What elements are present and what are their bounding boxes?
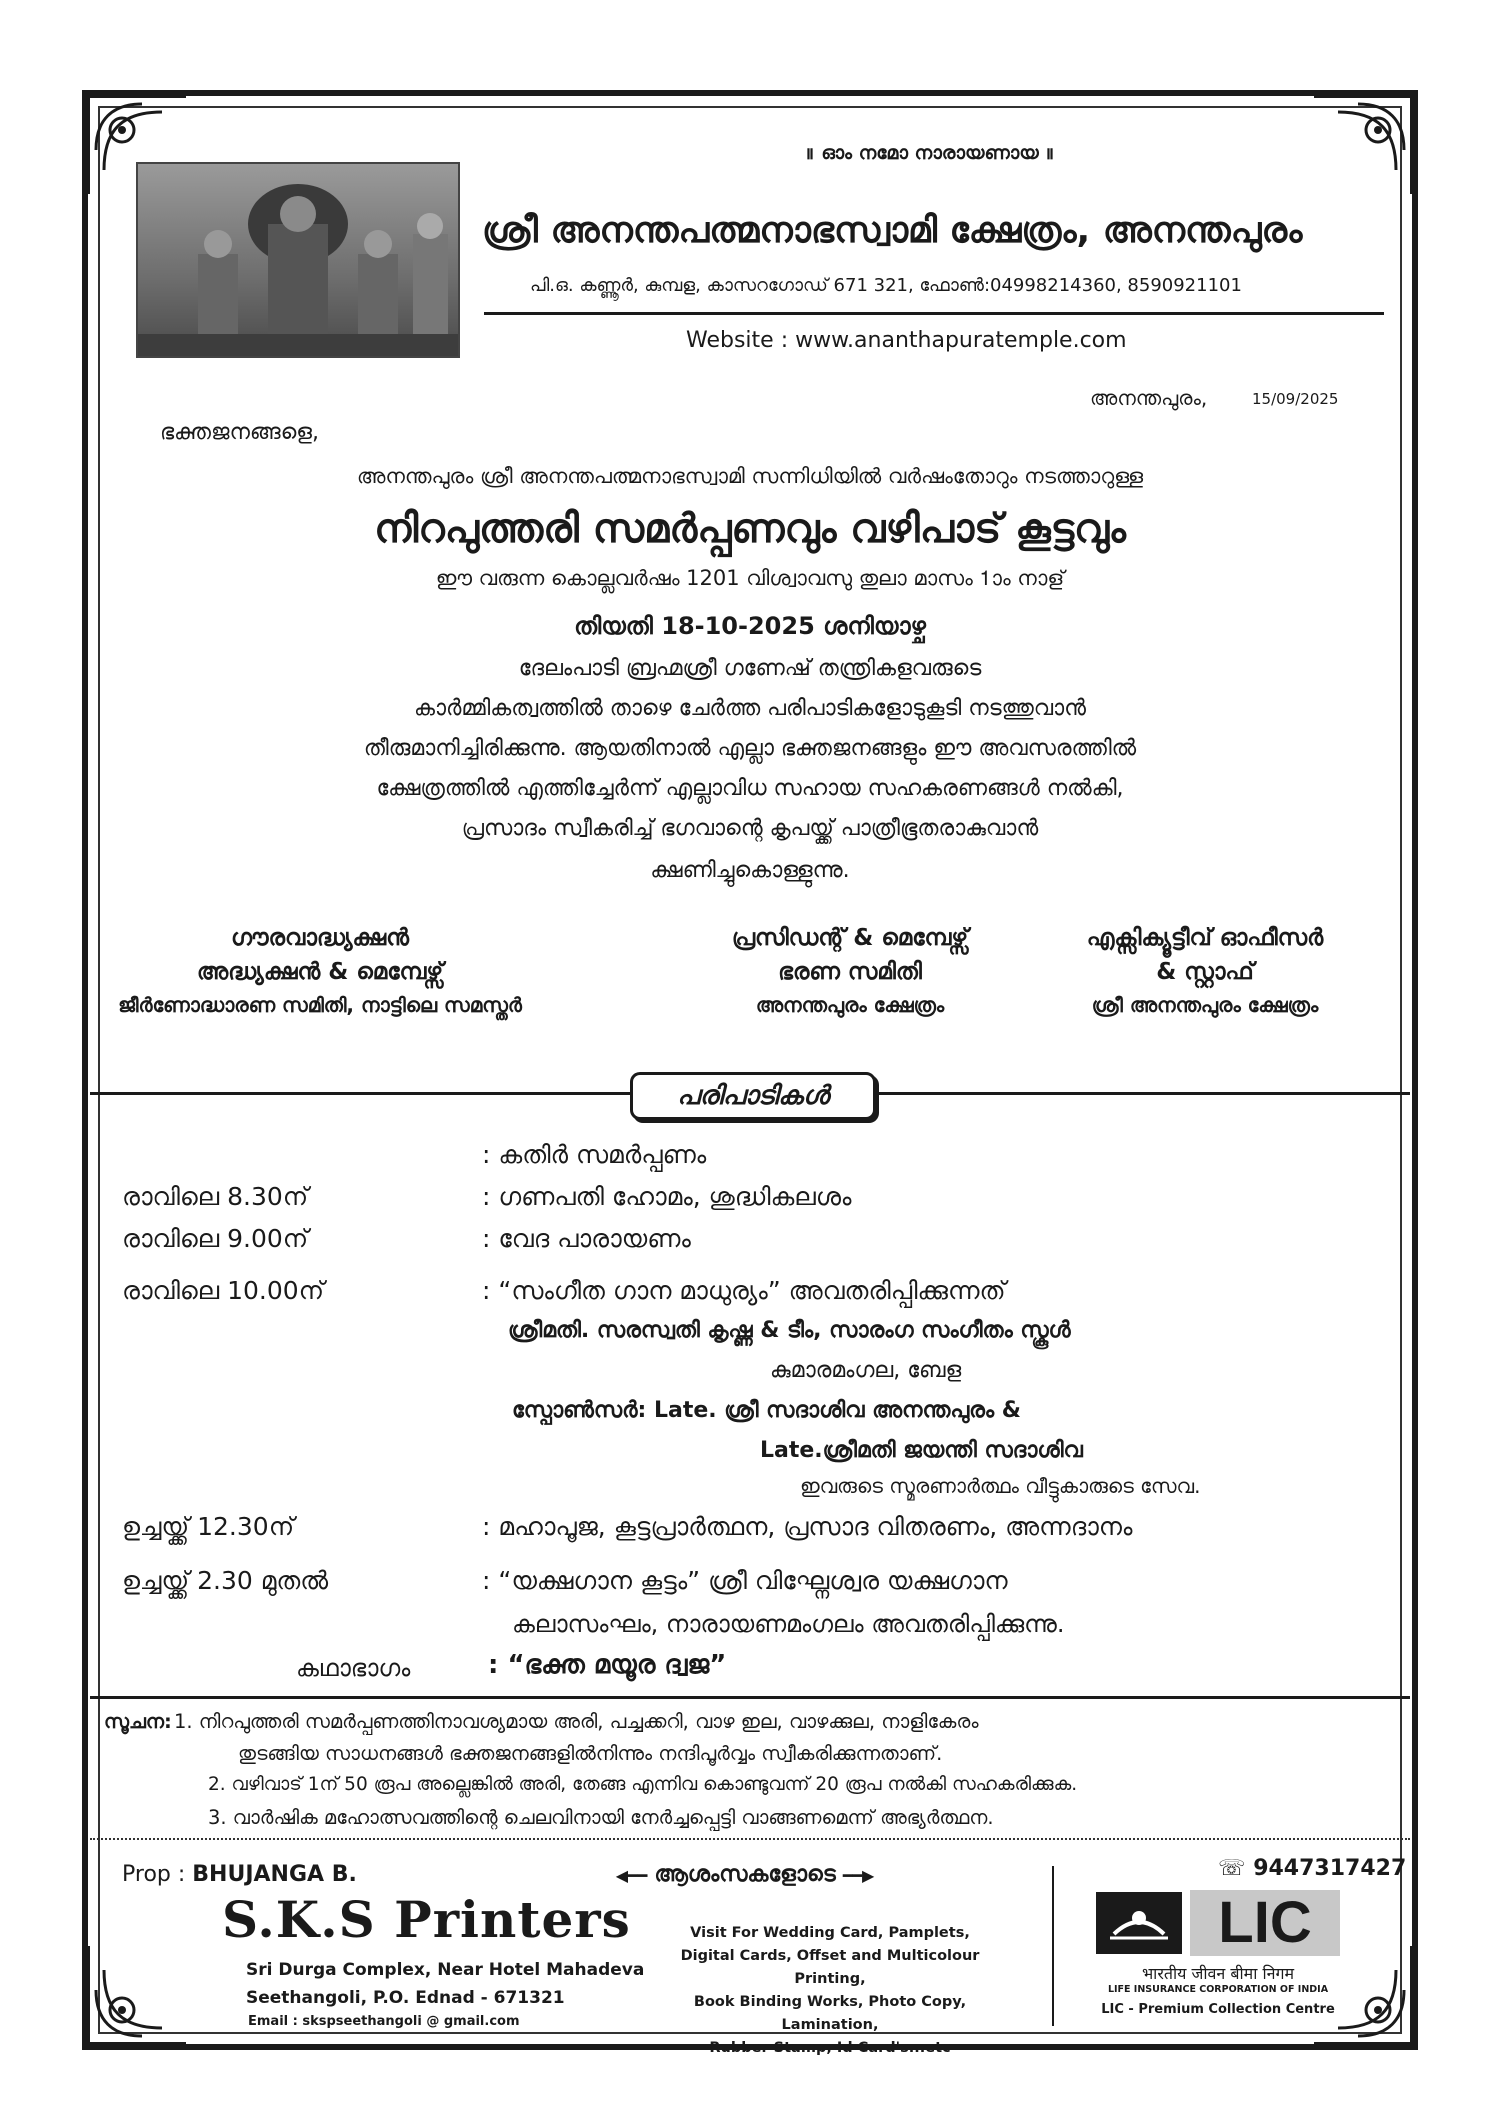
temple-address: പി.ഒ. കണ്ണൂർ, കുമ്പള, കാസറഗോഡ് 671 321, ഫോൺ:04998214360, 8590921101 — [530, 275, 1242, 296]
letter-line-7: ക്ഷേത്രത്തിൽ എത്തിച്ചേർന്ന് എല്ലാവിധ സഹായ സഹകരണങ്ങൾ നൽകി, — [376, 776, 1124, 801]
note-line: 1. നിറപുത്തരി സമർപ്പണത്തിനാവശ്യമായ അരി, പച്ചക്കറി, വാഴ ഇല, വാഴക്കുല, നാളികേരം — [174, 1710, 979, 1733]
programme-time: രാവിലെ 9.00ന് — [122, 1224, 309, 1253]
deity-figures-icon — [138, 164, 458, 356]
services-line: Rubber Stamp, Id Card's...etc — [709, 2040, 951, 2056]
signature-line: ഗൗരവാദ്ധ്യക്ഷൻ — [230, 925, 410, 951]
programme-item: : ഗണപതി ഹോമം, ശുദ്ധികലശം — [482, 1182, 852, 1211]
signature-line: എക്സിക്യൂട്ടീവ് ഓഫീസർ — [1086, 925, 1324, 951]
salutation: ഭക്തജനങ്ങളെ, — [160, 420, 319, 445]
phone-icon: ☏ — [1218, 1856, 1246, 1881]
signature-line: ജീർണോദ്ധാരണ സമിതി, നാട്ടിലെ സമസ്തർ — [118, 993, 522, 1017]
event-date: തിയതി 18-10-2025 ശനിയാഴ്ച — [574, 612, 926, 640]
printer-email: Email : skspseethangoli @ gmail.com — [248, 2014, 520, 2029]
lic-centre: LIC - Premium Collection Centre — [1101, 2002, 1335, 2017]
website-text: Website : www.ananthapuratemple.com — [686, 328, 1127, 353]
programme-title: പരിപാടികൾ — [630, 1072, 876, 1120]
signature-line: & സ്റ്റാഫ് — [1156, 959, 1254, 985]
signature-line: ഭരണ സമിതി — [778, 959, 922, 985]
signature-line: ശ്രീ അനന്തപുരം ക്ഷേത്രം — [1091, 993, 1319, 1017]
programme-time: രാവിലെ 8.30ന് — [122, 1182, 309, 1211]
services-line: Visit For Wedding Card, Pamplets, — [690, 1925, 970, 1941]
music-sponsor: സ്പോൺസർ: Late. ശ്രീ സദാശിവ അനന്തപുരം & — [512, 1398, 1021, 1423]
programme-time: ഉച്ചയ്ക്ക് 2.30 മുതൽ — [122, 1566, 329, 1595]
prop-label: Prop : — [122, 1862, 186, 1887]
printer-address: Seethangoli, P.O. Ednad - 671321 — [246, 1988, 565, 2008]
letter-line-5: കാർമ്മികത്വത്തിൽ താഴെ ചേർത്ത പരിപാടികളോടുകൂടി നടത്തുവാൻ — [413, 696, 1087, 721]
story-label: കഥാഭാഗം — [296, 1654, 411, 1682]
prop-line — [122, 1862, 357, 1887]
lic-emblem-icon — [1094, 1890, 1184, 1956]
corner-ornament-icon — [1308, 90, 1418, 200]
music-sponsor-note: ഇവരുടെ സ്മരണാർത്ഥം വീട്ടുകാരുടെ സേവ. — [800, 1474, 1201, 1498]
lic-logo — [1094, 1890, 1342, 1956]
music-sponsor: Late.ശ്രീമതി ജയന്തി സദാശിവ — [760, 1438, 1083, 1463]
prop-name: BHUJANGA B. — [192, 1862, 357, 1887]
signature-line: അനന്തപുരം ക്ഷേത്രം — [755, 993, 945, 1017]
services-line: Digital Cards, Offset and Multicolour Printing, — [680, 1948, 980, 1987]
letter-line-9: ക്ഷണിച്ചുകൊള്ളുന്നു. — [650, 858, 850, 883]
music-detail: ശ്രീമതി. സരസ്വതി കൃഷ്ണ & ടീം, സാരംഗ സംഗീതം സ്കൂൾ — [508, 1318, 1071, 1343]
corner-ornament-icon — [1308, 1940, 1418, 2050]
signature-block — [110, 925, 530, 1017]
notes-divider — [90, 1696, 1410, 1699]
note-line: 3. വാർഷിക മഹോത്സവത്തിന്റെ ചെലവിനായി നേർച്ചപ്പെട്ടി വാങ്ങണമെന്ന് അഭ്യർത്ഥന. — [208, 1806, 994, 1829]
music-detail: കുമാരമംഗല, ബേള — [770, 1358, 962, 1383]
place-label: അനന്തപുരം, — [1090, 386, 1208, 410]
letter-line-1: അനന്തപുരം ശ്രീ അനന്തപത്മനാഭസ്വാമി സന്നിധിയിൽ വർഷംതോറും നടത്താറുള്ള — [356, 464, 1144, 488]
lic-english-name: LIFE INSURANCE CORPORATION OF INDIA — [1107, 1984, 1329, 1995]
printer-name: S.K.S Printers — [222, 1890, 631, 1949]
greeting-text: ആശംസകളോടെ — [654, 1862, 836, 1887]
services-list — [650, 1922, 1010, 2060]
story-value: : “ഭക്ത മയൂര ദ്വജ” — [488, 1650, 727, 1680]
services-line: Book Binding Works, Photo Copy, Lamination, — [693, 1994, 967, 2033]
yakshagana-detail: കലാസംഘം, നാരായണമംഗലം അവതരിപ്പിക്കുന്നു. — [512, 1610, 1065, 1638]
corner-ornament-icon — [82, 1940, 192, 2050]
notes-label: സൂചന: — [104, 1710, 172, 1733]
letter-line-2: ഈ വരുന്ന കൊല്ലവർഷം 1201 വിശ്വാവസു തുലാ മാസം 1ാം നാള് — [435, 566, 1065, 590]
signature-line: പ്രസിഡന്റ് & മെമ്പേഴ്സ് — [731, 925, 969, 951]
signature-block — [1040, 925, 1370, 1017]
note-line: തുടങ്ങിയ സാധനങ്ങൾ ഭക്തജനങ്ങളിൽനിന്നും നന്ദിപൂർവ്വം സ്വീകരിക്കുന്നതാണ്. — [238, 1742, 943, 1765]
phone-number: 9447317427 — [1253, 1856, 1407, 1881]
printer-address: Sri Durga Complex, Near Hotel Mahadeva — [246, 1960, 645, 1980]
sponsor-separator — [1052, 1866, 1054, 2026]
sponsor-divider — [90, 1838, 1410, 1840]
letter-line-8: പ്രസാദം സ്വീകരിച്ച് ഭഗവാന്റെ കൃപയ്ക്ക് പാത്രീഭൂതരാകുവാൻ — [461, 816, 1039, 841]
programme-item: : കതിർ സമർപ്പണം — [482, 1140, 707, 1169]
programme-time: രാവിലെ 10.00ന് — [122, 1276, 325, 1305]
deity-photo — [136, 162, 460, 358]
note-line: 2. വഴിവാട് 1ന് 50 രൂപ അല്ലെങ്കിൽ അരി, തേങ്ങ എന്നിവ കൊണ്ടുവന്ന് 20 രൂപ നൽകി സഹകരിക്കുക. — [208, 1774, 1078, 1795]
signature-block — [680, 925, 1020, 1017]
programme-item: : “യക്ഷഗാന കൂട്ടം” ശ്രീ വിഘ്നേശ്വര യക്ഷഗാന — [482, 1566, 1008, 1595]
signature-line: അദ്ധ്യക്ഷൻ & മെമ്പേഴ്സ് — [196, 959, 444, 985]
header-rule — [484, 312, 1384, 315]
phone-line — [1218, 1856, 1406, 1881]
letter-line-6: തീരുമാനിച്ചിരിക്കുന്നു. ആയതിനാൽ എല്ലാ ഭക്തജനങ്ങളും ഈ അവസരത്തിൽ — [363, 736, 1137, 761]
lic-wordmark: LIC — [1190, 1890, 1340, 1956]
programme-item: : “സംഗീത ഗാന മാധുര്യം” അവതരിപ്പിക്കുന്നത് — [482, 1276, 1006, 1305]
temple-name: ശ്രീ അനന്തപത്മനാഭസ്വാമി ക്ഷേത്രം, അനന്തപുരം — [482, 210, 1303, 251]
programme-time: ഉച്ചയ്ക്ക് 12.30ന് — [122, 1512, 295, 1541]
letter-line-4: ദേലംപാടി ബ്രഹ്മശ്രീ ഗണേഷ് തന്ത്രികളവരുടെ — [518, 656, 982, 681]
invocation-text: ॥ ഓം നമോ നാരായണായ ॥ — [805, 142, 1055, 164]
lic-hindi-name: भारतीय जीवन बीमा निगम — [1141, 1964, 1295, 1983]
programme-item: : മഹാപൂജ, കൂട്ടപ്രാർത്ഥന, പ്രസാദ വിതരണം, അന്നദാനം — [482, 1512, 1133, 1541]
letter-date: 15/09/2025 — [1252, 390, 1339, 408]
greeting-row: ◀━━ ആശംസകളോടെ ━━▶ — [615, 1862, 875, 1887]
event-headline: നിറപുത്തരി സമർപ്പണവും വഴിപാട് കൂട്ടവും — [374, 506, 1126, 552]
programme-item: : വേദ പാരായണം — [482, 1224, 691, 1253]
